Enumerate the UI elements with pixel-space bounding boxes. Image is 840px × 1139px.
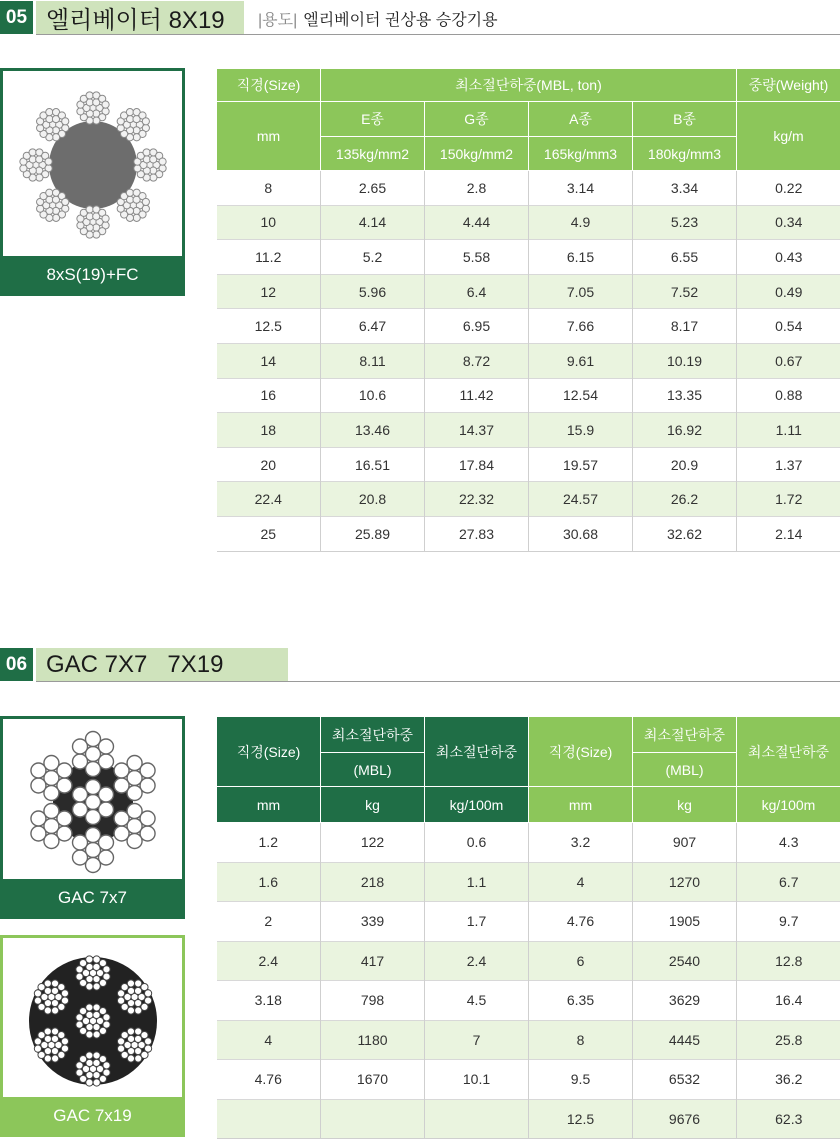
table-cell: 1.37 — [737, 447, 840, 482]
table-cell: 339 — [321, 902, 425, 942]
table-cell: 7.66 — [529, 309, 633, 344]
header-mbl-right: 최소절단하중 — [633, 717, 737, 753]
table-cell: 9.7 — [737, 902, 840, 942]
table-cell: 0.54 — [737, 309, 840, 344]
header-mm: mm — [217, 102, 321, 171]
wire-strand — [149, 174, 156, 181]
table-cell: 907 — [633, 823, 737, 863]
header-kgm: kg/m — [737, 102, 840, 171]
header-grade-a: A종 — [529, 102, 633, 137]
table-cell — [425, 1099, 529, 1139]
table-cell: 6.55 — [633, 240, 737, 275]
wire-strand — [19, 165, 26, 172]
table-row — [217, 274, 840, 309]
table-cell: 6.15 — [529, 240, 633, 275]
table-cell: 20 — [217, 447, 321, 482]
table-row — [217, 171, 840, 206]
table-cell: 0.67 — [737, 343, 840, 378]
table-cell: 1.2 — [217, 823, 321, 863]
section-number: 06 — [0, 648, 33, 681]
table-cell: 24.57 — [529, 482, 633, 517]
wire-strand — [92, 1071, 99, 1078]
wire-strand — [56, 763, 71, 778]
table-cell: 62.3 — [737, 1099, 840, 1139]
wire-strand — [98, 835, 113, 850]
wire-strand — [117, 997, 124, 1004]
table-row — [217, 981, 840, 1021]
product-image-8x19 — [0, 68, 185, 296]
section-number: 05 — [0, 1, 33, 34]
table-cell: 19.57 — [529, 447, 633, 482]
wire-strand — [35, 174, 42, 181]
wire-strand — [143, 149, 150, 156]
table-cell: 1180 — [321, 1020, 425, 1060]
table-cell: 122 — [321, 823, 425, 863]
table-row — [217, 823, 840, 863]
table-cell: 5.2 — [321, 240, 425, 275]
wire-strand — [52, 214, 59, 221]
wire-strand — [86, 206, 93, 213]
wire-strand — [92, 1023, 99, 1030]
table-cell: 14 — [217, 343, 321, 378]
table-cell: 22.32 — [425, 482, 529, 517]
spec-table-gac — [216, 716, 840, 1139]
table-cell: 9676 — [633, 1099, 737, 1139]
table-cell: 13.35 — [633, 378, 737, 413]
table-cell: 3.34 — [633, 171, 737, 206]
wire-strand — [134, 999, 141, 1006]
image-caption: GAC 7x19 — [3, 1097, 182, 1134]
header-strength-e: 135kg/mm2 — [321, 137, 425, 171]
table-cell: 5.58 — [425, 240, 529, 275]
table-cell: 16 — [217, 378, 321, 413]
wire-strand — [126, 109, 133, 116]
table-cell: 1.6 — [217, 862, 321, 902]
header-kg100m: kg/100m — [425, 787, 529, 823]
wire-strand — [75, 1021, 82, 1028]
table-cell: 8 — [529, 1020, 633, 1060]
section-title: GAC 7X7 7X19 — [46, 651, 223, 679]
table-row — [217, 902, 840, 942]
wire-strand — [127, 1027, 134, 1034]
wire-strand — [92, 231, 99, 238]
wire-strand — [75, 1069, 82, 1076]
table-cell: 2.4 — [217, 941, 321, 981]
wire-strand — [85, 1003, 92, 1010]
table-cell: 12.5 — [217, 309, 321, 344]
wire-strand — [144, 1037, 151, 1044]
wire-strand — [61, 1037, 68, 1044]
wire-strand — [29, 149, 36, 156]
wire-strand — [142, 198, 149, 205]
wire-strand — [102, 965, 109, 972]
wire-strand — [36, 205, 43, 212]
table-cell: 16.92 — [633, 413, 737, 448]
header-weight: 중량(Weight) — [737, 69, 840, 102]
wire-strand — [34, 997, 41, 1004]
table-cell: 417 — [321, 941, 425, 981]
wire-strand — [127, 1035, 134, 1042]
table-cell: 2540 — [633, 941, 737, 981]
table-cell: 1.7 — [425, 902, 529, 942]
table-body — [217, 171, 840, 552]
table-cell: 13.46 — [321, 413, 425, 448]
table-cell: 798 — [321, 981, 425, 1021]
table-cell: 6.35 — [529, 981, 633, 1021]
wire-strand — [61, 989, 68, 996]
table-cell: 1270 — [633, 862, 737, 902]
table-row — [217, 862, 840, 902]
wire-strand — [102, 1061, 109, 1068]
table-cell: 7 — [425, 1020, 529, 1060]
table-cell: 1.11 — [737, 413, 840, 448]
wire-strand — [44, 158, 51, 165]
table-cell: 3.18 — [217, 981, 321, 1021]
header-kg-right: kg — [633, 787, 737, 823]
wire-strand — [85, 1011, 92, 1018]
header-grade-b: B종 — [633, 102, 737, 137]
table-cell: 0.22 — [737, 171, 840, 206]
table-row — [217, 240, 840, 275]
wire-strand — [86, 92, 93, 99]
usage-text: 엘리베이터 권상용 승강기용 — [303, 12, 497, 29]
table-cell: 25.89 — [321, 516, 425, 551]
section-title-box — [36, 648, 288, 681]
table-cell: 10.1 — [425, 1060, 529, 1100]
wire-strand — [101, 101, 108, 108]
table-cell: 0.88 — [737, 378, 840, 413]
table-cell: 27.83 — [425, 516, 529, 551]
wire-strand — [114, 826, 129, 841]
wire-strand — [56, 811, 71, 826]
wire-strand — [140, 811, 155, 826]
wire-strand — [133, 134, 140, 141]
table-cell: 20.8 — [321, 482, 425, 517]
product-image-gac-7x19 — [0, 935, 185, 1137]
header-size-right: 직경(Size) — [529, 717, 633, 787]
table-cell: 8.17 — [633, 309, 737, 344]
divider — [36, 34, 840, 35]
header-size: 직경(Size) — [217, 717, 321, 787]
table-row — [217, 1060, 840, 1100]
wire-strand — [34, 1045, 41, 1052]
table-cell — [217, 1099, 321, 1139]
table-cell: 26.2 — [633, 482, 737, 517]
wire-strand — [44, 1027, 51, 1034]
table-row — [217, 1020, 840, 1060]
wire-strand — [114, 778, 129, 793]
wire-strand — [51, 1006, 58, 1013]
table-cell: 4 — [529, 862, 633, 902]
wire-strand — [72, 850, 87, 865]
table-cell: 6 — [529, 941, 633, 981]
rope-cross-section-image — [3, 938, 182, 1103]
header-mm-right: mm — [529, 787, 633, 823]
header-strength-g: 150kg/mm2 — [425, 137, 529, 171]
table-cell: 32.62 — [633, 516, 737, 551]
header-kg100m-right: kg/100m — [737, 787, 840, 823]
table-cell: 25 — [217, 516, 321, 551]
table-cell: 4.14 — [321, 205, 425, 240]
table-cell: 10 — [217, 205, 321, 240]
rope-cross-section-image — [3, 71, 182, 259]
table-cell: 30.68 — [529, 516, 633, 551]
wire-strand — [85, 963, 92, 970]
table-cell: 10.6 — [321, 378, 425, 413]
wire-strand — [52, 134, 59, 141]
wire-strand — [92, 117, 99, 124]
wire-strand — [158, 158, 165, 165]
section-title: 엘리베이터 8X19 — [46, 0, 225, 35]
table-cell: 2.4 — [425, 941, 529, 981]
table-cell: 12.54 — [529, 378, 633, 413]
table-cell: 0.43 — [737, 240, 840, 275]
table-cell: 6.7 — [737, 862, 840, 902]
rope-8x19-illustration — [8, 80, 178, 250]
table-cell: 36.2 — [737, 1060, 840, 1100]
header-mbl-sub-right: (MBL) — [633, 753, 737, 787]
table-cell: 1.72 — [737, 482, 840, 517]
usage-note — [258, 7, 498, 30]
wire-strand — [51, 1047, 58, 1054]
table-cell: 11.42 — [425, 378, 529, 413]
table-cell: 1.1 — [425, 862, 529, 902]
wire-strand — [30, 778, 45, 793]
table-cell: 8.72 — [425, 343, 529, 378]
table-cell: 4.5 — [425, 981, 529, 1021]
table-cell: 4.3 — [737, 823, 840, 863]
section-06-header — [0, 648, 840, 681]
table-cell: 8.11 — [321, 343, 425, 378]
header-kg: kg — [321, 787, 425, 823]
header-grade-g: G종 — [425, 102, 529, 137]
header-mbl: 최소절단하중 — [321, 717, 425, 753]
wire-strand — [126, 189, 133, 196]
section-title-box — [36, 1, 244, 34]
header-mbl: 최소절단하중(MBL, ton) — [321, 69, 737, 102]
table-row — [217, 516, 840, 551]
image-caption: GAC 7x7 — [3, 879, 182, 916]
table-cell: 2.8 — [425, 171, 529, 206]
table-cell: 0.49 — [737, 274, 840, 309]
table-cell: 6.95 — [425, 309, 529, 344]
wire-strand — [142, 118, 149, 125]
wire-strand — [85, 1059, 92, 1066]
wire-strand — [92, 975, 99, 982]
wire-strand — [101, 215, 108, 222]
table-cell: 15.9 — [529, 413, 633, 448]
table-row — [217, 205, 840, 240]
table-cell: 4.76 — [529, 902, 633, 942]
header-strength-a: 165kg/mm3 — [529, 137, 633, 171]
table-cell: 20.9 — [633, 447, 737, 482]
table-cell: 9.5 — [529, 1060, 633, 1100]
wire-strand — [102, 1013, 109, 1020]
table-cell: 6.4 — [425, 274, 529, 309]
table-cell: 12.5 — [529, 1099, 633, 1139]
table-cell: 4.76 — [217, 1060, 321, 1100]
usage-tag: |용도| — [258, 12, 297, 29]
product-image-gac-7x7 — [0, 716, 185, 919]
wire-strand — [44, 987, 51, 994]
wire-strand — [45, 189, 52, 196]
wire-strand — [51, 1054, 58, 1061]
table-cell: 17.84 — [425, 447, 529, 482]
wire-strand — [127, 979, 134, 986]
wire-strand — [36, 124, 43, 131]
wire-strand — [134, 1047, 141, 1054]
wire-strand — [144, 989, 151, 996]
table-cell: 16.51 — [321, 447, 425, 482]
table-row — [217, 941, 840, 981]
table-cell: 4 — [217, 1020, 321, 1060]
wire-strand — [117, 1045, 124, 1052]
wire-strand — [133, 165, 140, 172]
rope-7x19-illustration — [13, 941, 173, 1101]
table-cell: 4.44 — [425, 205, 529, 240]
wire-strand — [134, 1054, 141, 1061]
table-cell: 10.19 — [633, 343, 737, 378]
wire-strand — [93, 1078, 100, 1085]
table-row — [217, 413, 840, 448]
wire-strand — [93, 982, 100, 989]
table-cell — [321, 1099, 425, 1139]
table-cell: 7.05 — [529, 274, 633, 309]
wire-strand — [30, 826, 45, 841]
table-body — [217, 823, 840, 1139]
section-05-header — [0, 1, 840, 34]
table-cell: 0.6 — [425, 823, 529, 863]
header-mbl-2-right: 최소절단하중 — [737, 717, 840, 787]
header-size: 직경(Size) — [217, 69, 321, 102]
table-cell: 5.96 — [321, 274, 425, 309]
rope-cross-section-image — [3, 719, 182, 885]
table-cell: 3629 — [633, 981, 737, 1021]
divider — [36, 681, 840, 682]
wire-strand — [75, 973, 82, 980]
table-cell: 3.14 — [529, 171, 633, 206]
table-cell: 4.9 — [529, 205, 633, 240]
table-cell: 2.65 — [321, 171, 425, 206]
wire-strand — [72, 802, 87, 817]
wire-strand — [117, 205, 124, 212]
spec-table-8x19 — [216, 68, 840, 552]
wire-strand — [76, 222, 83, 229]
table-cell: 25.8 — [737, 1020, 840, 1060]
table-cell: 1905 — [633, 902, 737, 942]
table-cell: 2.14 — [737, 516, 840, 551]
wire-strand — [76, 108, 83, 115]
table-cell: 11.2 — [217, 240, 321, 275]
header-mm: mm — [217, 787, 321, 823]
table-cell: 16.4 — [737, 981, 840, 1021]
header-grade-e: E종 — [321, 102, 425, 137]
wire-strand — [133, 214, 140, 221]
table-cell: 4445 — [633, 1020, 737, 1060]
table-cell: 8 — [217, 171, 321, 206]
table-row — [217, 309, 840, 344]
wire-strand — [127, 987, 134, 994]
table-cell: 6532 — [633, 1060, 737, 1100]
table-cell: 218 — [321, 862, 425, 902]
wire-strand — [44, 979, 51, 986]
table-cell: 12 — [217, 274, 321, 309]
wire-strand — [117, 124, 124, 131]
wire-strand — [61, 198, 68, 205]
table-row — [217, 343, 840, 378]
table-row — [217, 1099, 840, 1139]
image-caption: 8xS(19)+FC — [3, 256, 182, 293]
table-cell: 18 — [217, 413, 321, 448]
table-row — [217, 447, 840, 482]
table-cell: 9.61 — [529, 343, 633, 378]
table-cell: 6.47 — [321, 309, 425, 344]
table-cell: 14.37 — [425, 413, 529, 448]
table-cell: 3.2 — [529, 823, 633, 863]
wire-strand — [44, 1035, 51, 1042]
wire-strand — [85, 1051, 92, 1058]
wire-strand — [72, 754, 87, 769]
table-cell: 7.52 — [633, 274, 737, 309]
wire-strand — [51, 999, 58, 1006]
table-row — [217, 482, 840, 517]
wire-strand — [140, 763, 155, 778]
rope-7x7-illustration — [13, 722, 173, 882]
header-mbl-2: 최소절단하중 — [425, 717, 529, 787]
header-mbl-sub: (MBL) — [321, 753, 425, 787]
wire-strand — [85, 955, 92, 962]
table-cell: 0.34 — [737, 205, 840, 240]
wire-strand — [98, 739, 113, 754]
header-strength-b: 180kg/mm3 — [633, 137, 737, 171]
wire-strand — [98, 787, 113, 802]
table-cell: 5.23 — [633, 205, 737, 240]
wire-strand — [93, 1030, 100, 1037]
wire-strand — [45, 109, 52, 116]
wire-strand — [134, 1006, 141, 1013]
table-cell: 2 — [217, 902, 321, 942]
table-cell: 22.4 — [217, 482, 321, 517]
table-row — [217, 378, 840, 413]
wire-strand — [61, 118, 68, 125]
table-cell: 12.8 — [737, 941, 840, 981]
table-cell: 1670 — [321, 1060, 425, 1100]
